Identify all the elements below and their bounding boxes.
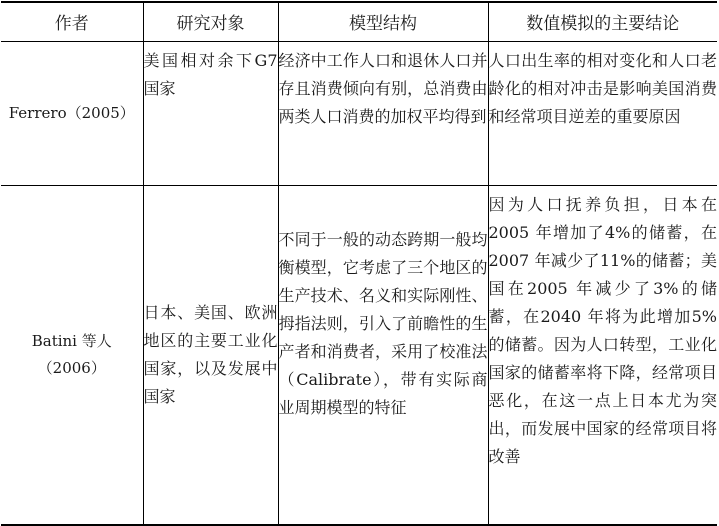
subject-cell: 日本、美国、欧洲地区的主要工业化国家，以及发展中国家 <box>143 185 278 525</box>
model-cell: 不同于一般的动态跨期一般均衡模型，它考虑了三个地区的生产技术、名义和实际刚性、拇指法则，引入了前瞻性的生产者和消费者，采用了校准法（Calibrate），带有实际商业周期模型的特征 <box>278 185 488 525</box>
header-model: 模型结构 <box>278 2 488 41</box>
author-cell <box>1 185 143 525</box>
table-row <box>1 185 717 525</box>
header-author: 作者 <box>1 2 143 41</box>
subject-cell: 美国相对余下G7 国家 <box>143 41 278 185</box>
literature-table <box>1 1 717 526</box>
table-header-row <box>1 2 717 41</box>
conclusion-cell: 人口出生率的相对变化和人口老龄化的相对冲击是影响美国消费和经常项目逆差的重要原因 <box>488 41 717 185</box>
model-cell: 经济中工作人口和退休人口并存且消费倾向有别，总消费由两类人口消费的加权平均得到 <box>278 41 488 185</box>
header-subject: 研究对象 <box>143 2 278 41</box>
header-conclusion: 数值模拟的主要结论 <box>488 2 717 41</box>
literature-table-frame <box>1 1 717 524</box>
author-year: （2006） <box>37 358 106 377</box>
author-name: Batini 等人 <box>31 331 112 350</box>
conclusion-cell: 因为人口抚养负担，日本在2005 年增加了4%的储蓄，在2007 年减少了11%的储蓄；美国在2005 年减少了3%的储蓄，在2040 年将为此增加5%的储蓄。因为人口转型，工业化国家的储蓄率将下降，经常项目恶化，在这一点上日本尤为突出，而发展中国家的经常项目将改善 <box>488 185 717 525</box>
author-cell: Ferrero（2005） <box>8 103 135 122</box>
table-row <box>1 41 717 185</box>
